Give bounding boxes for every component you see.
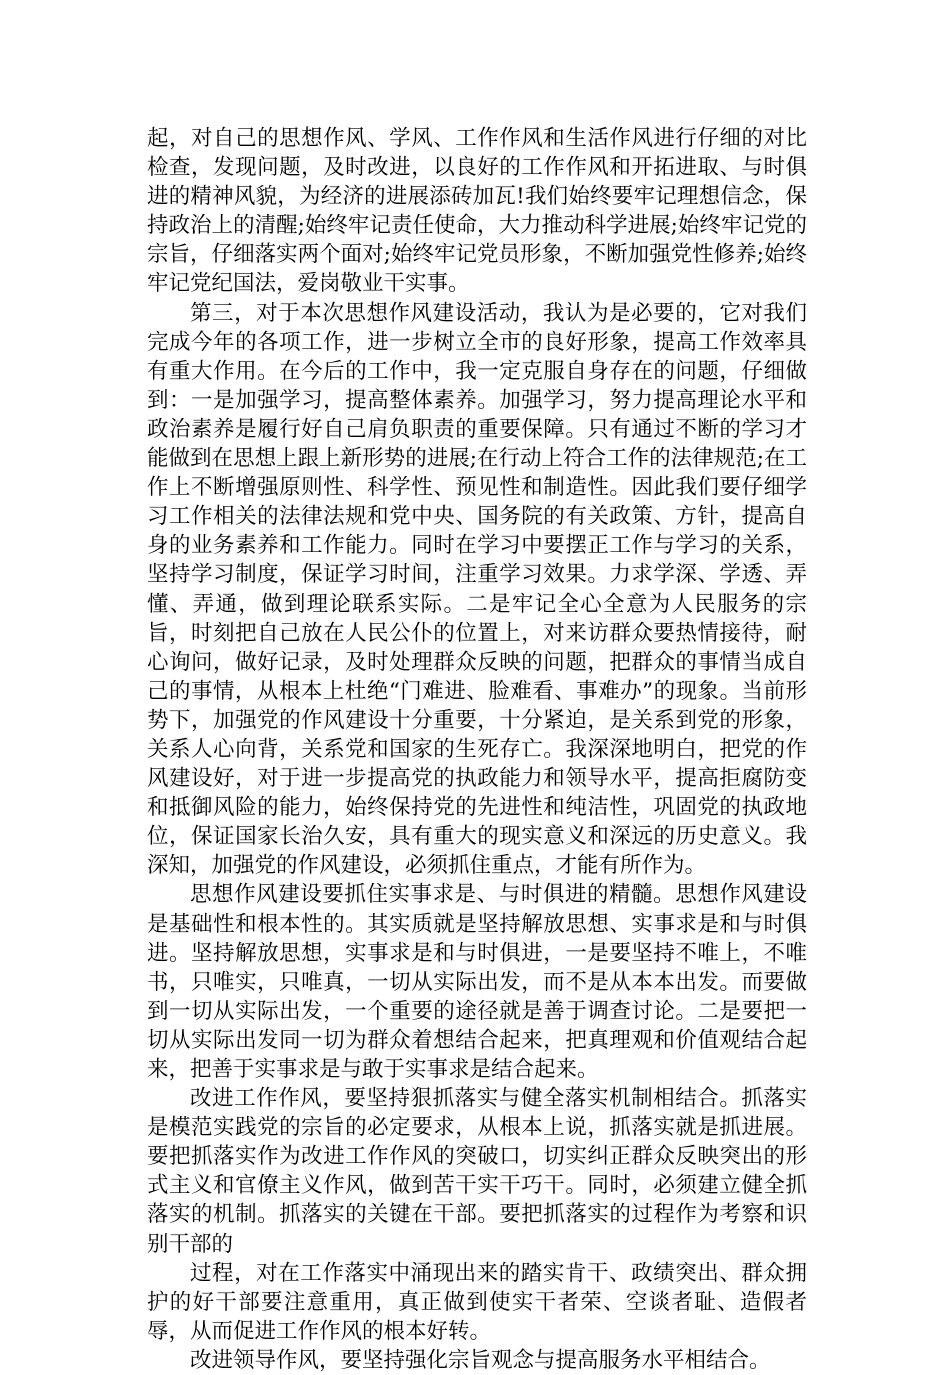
paragraph-process: 过程，对在工作落实中涌现出来的踏实肯干、政绩突出、群众拥护的好干部要注意重用，真正做到使实干者荣、空谈者耻、造假者辱，从而促进工作作风的根本好转。 — [147, 1260, 807, 1344]
document-page — [147, 124, 807, 1375]
paragraph-continuation: 起，对自己的思想作风、学风、工作作风和生活作风进行仔细的对比检查，发现问题，及时改进，以良好的工作作风和开拓进取、与时俱进的精神风貌，为经济的进展添砖加瓦!我们始终要牢记理想信念，保持政治上的清醒;始终牢记责任使命，大力推动科学进展;始终牢记党的宗旨，仔细落实两个面对;始终牢记党员形象，不断加强党性修养;始终牢记党纪国法，爱岗敬业干实事。 — [147, 126, 807, 297]
paragraph-leadership-style: 改进领导作风，要坚持强化宗旨观念与提高服务水平相结合。 — [190, 1347, 771, 1373]
paragraph-ideological-style: 思想作风建设要抓住实事求是、与时俱进的精髓。思想作风建设是基础性和根本性的。其实质就是坚持解放思想、实事求是和与时俱进。坚持解放思想，实事求是和与时俱进，一是要坚持不唯上，不唯书，只唯实，只唯真，一切从实际出发，而不是从本本出发。而要做到一切从实际出发，一个重要的途径就是善于调查讨论。二是要把一切从实际出发同一切为群众着想结合起来，把真理观和价值观结合起来，把善于实事求是与敢于实事求是结合起来。 — [147, 882, 807, 1082]
paragraph-work-style: 改进工作作风，要坚持狠抓落实与健全落实机制相结合。抓落实是模范实践党的宗旨的必定要求，从根本上说，抓落实就是抓进展。要把抓落实作为改进工作作风的突破口，切实纠正群众反映突出的形式主义和官僚主义作风，做到苦干实干巧干。同时，必须建立健全抓落实的机制。抓落实的关键在干部。要把抓落实的过程作为考察和识别干部的 — [147, 1086, 807, 1257]
paragraph-third-point: 第三，对于本次思想作风建设活动，我认为是必要的，它对我们完成今年的各项工作，进一步树立全市的良好形象，提高工作效率具有重大作用。在今后的工作中，我一定克服自身存在的问题，仔细做到：一是加强学习，提高整体素养。加强学习，努力提高理论水平和政治素养是履行好自己肩负职责的重要保障。只有通过不断的学习才能做到在思想上跟上新形势的进展;在行动上符合工作的法律规范;在工作上不断增强原则性、科学性、预见性和制造性。因此我们要仔细学习工作相关的法律法规和党中央、国务院的有关政策、方针，提高自身的业务素养和工作能力。同时在学习中要摆正工作与学习的关系，坚持学习制度，保证学习时间，注重学习效果。力求学深、学透、弄懂、弄通，做到理论联系实际。二是牢记全心全意为人民服务的宗旨，时刻把自己放在人民公仆的位置上，对来访群众要热情接待，耐心询问，做好记录，及时处理群众反映的问题，把群众的事情当成自己的事情，从根本上杜绝“门难进、脸难看、事难办”的现象。当前形势下，加强党的作风建设十分重要，十分紧迫，是关系到党的形象，关系人心向背，关系党和国家的生死存亡。我深深地明白，把党的作风建设好，对于进一步提高党的执政能力和领导水平，提高拒腐防变和抵御风险的能力，始终保持党的先进性和纯洁性，巩固党的执政地位，保证国家长治久安，具有重大的现实意义和深远的历史意义。我深知，加强党的作风建设，必须抓住重点，才能有所作为。 — [147, 300, 807, 879]
